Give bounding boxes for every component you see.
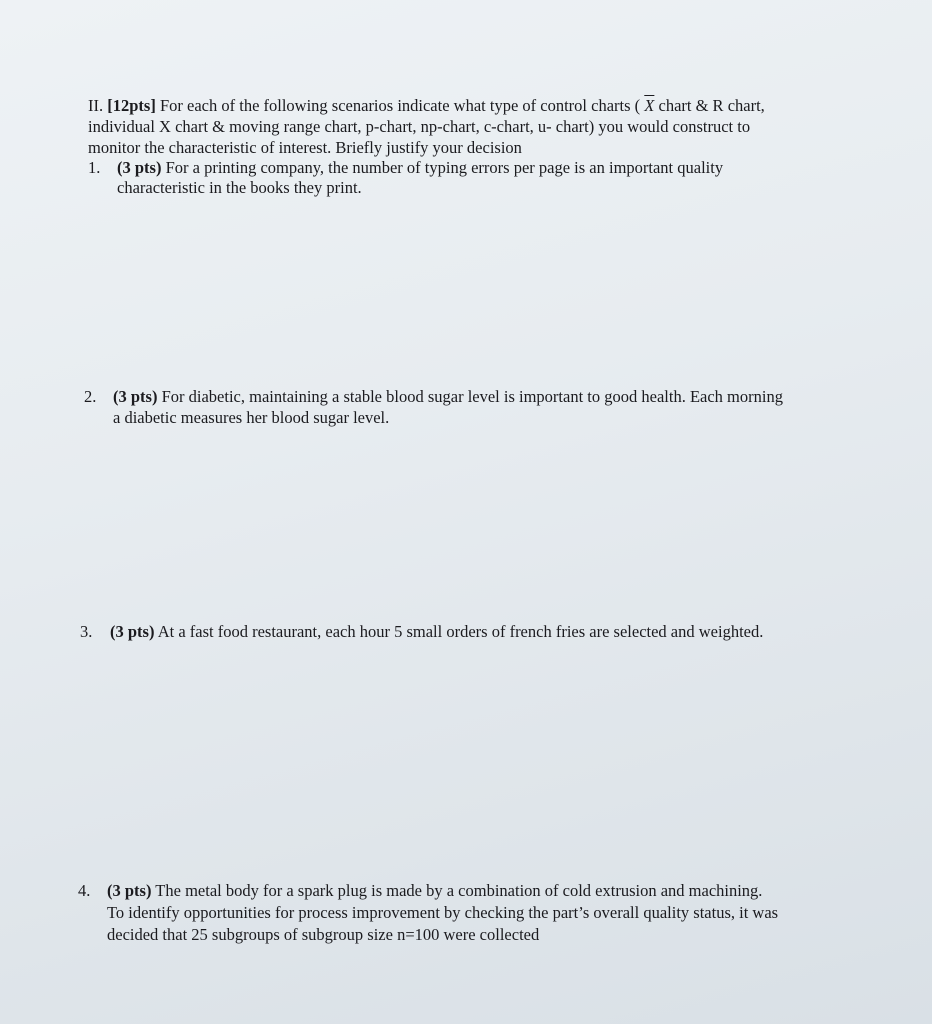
question-4-text: The metal body for a spark plug is made by a combination of cold extrusion and machining. — [155, 881, 763, 900]
section-header-line-2: individual X chart & moving range chart, p-chart, np-chart, c-chart, u- chart) you would construct to — [88, 117, 751, 136]
section-intro-text: For each of the following scenarios indicate what type of control charts ( — [159, 96, 641, 115]
section-points: [12pts] — [107, 96, 156, 115]
question-4-line-1 — [107, 881, 762, 901]
section-header-line-3: monitor the characteristic of interest. Briefly justify your decision — [88, 138, 522, 157]
question-3-line-1 — [110, 622, 763, 642]
section-header-line-1 — [88, 96, 765, 116]
question-3-number: 3. — [80, 622, 93, 641]
question-1-points: (3 pts) — [117, 158, 162, 177]
question-3-points: (3 pts) — [110, 622, 155, 641]
question-1-text: For a printing company, the number of typing errors per page is an important quality — [165, 158, 724, 177]
question-2-points: (3 pts) — [113, 387, 158, 406]
question-2-number: 2. — [84, 387, 97, 406]
question-2-line-2: a diabetic measures her blood sugar level. — [113, 408, 390, 427]
section-prefix: II. — [88, 96, 104, 115]
question-1-number: 1. — [88, 158, 101, 177]
question-2-text: For diabetic, maintaining a stable blood sugar level is important to good health. Each morning — [161, 387, 783, 406]
question-2-line-1 — [113, 387, 783, 407]
question-4-line-3: decided that 25 subgroups of subgroup size n=100 were collected — [107, 925, 540, 944]
question-4-line-2: To identify opportunities for process improvement by checking the part’s overall quality status, it was — [107, 903, 779, 922]
question-4-points: (3 pts) — [107, 881, 152, 900]
question-1-line-2: characteristic in the books they print. — [117, 178, 362, 197]
question-1-line-1 — [117, 158, 723, 178]
x-bar-symbol: $\overline{X}$ — [644, 96, 655, 115]
question-3-text: At a fast food restaurant, each hour 5 small orders of french fries are selected and weighted. — [157, 622, 764, 641]
question-4-number: 4. — [78, 881, 91, 900]
section-intro-text-continued: chart & R chart, — [658, 96, 765, 115]
